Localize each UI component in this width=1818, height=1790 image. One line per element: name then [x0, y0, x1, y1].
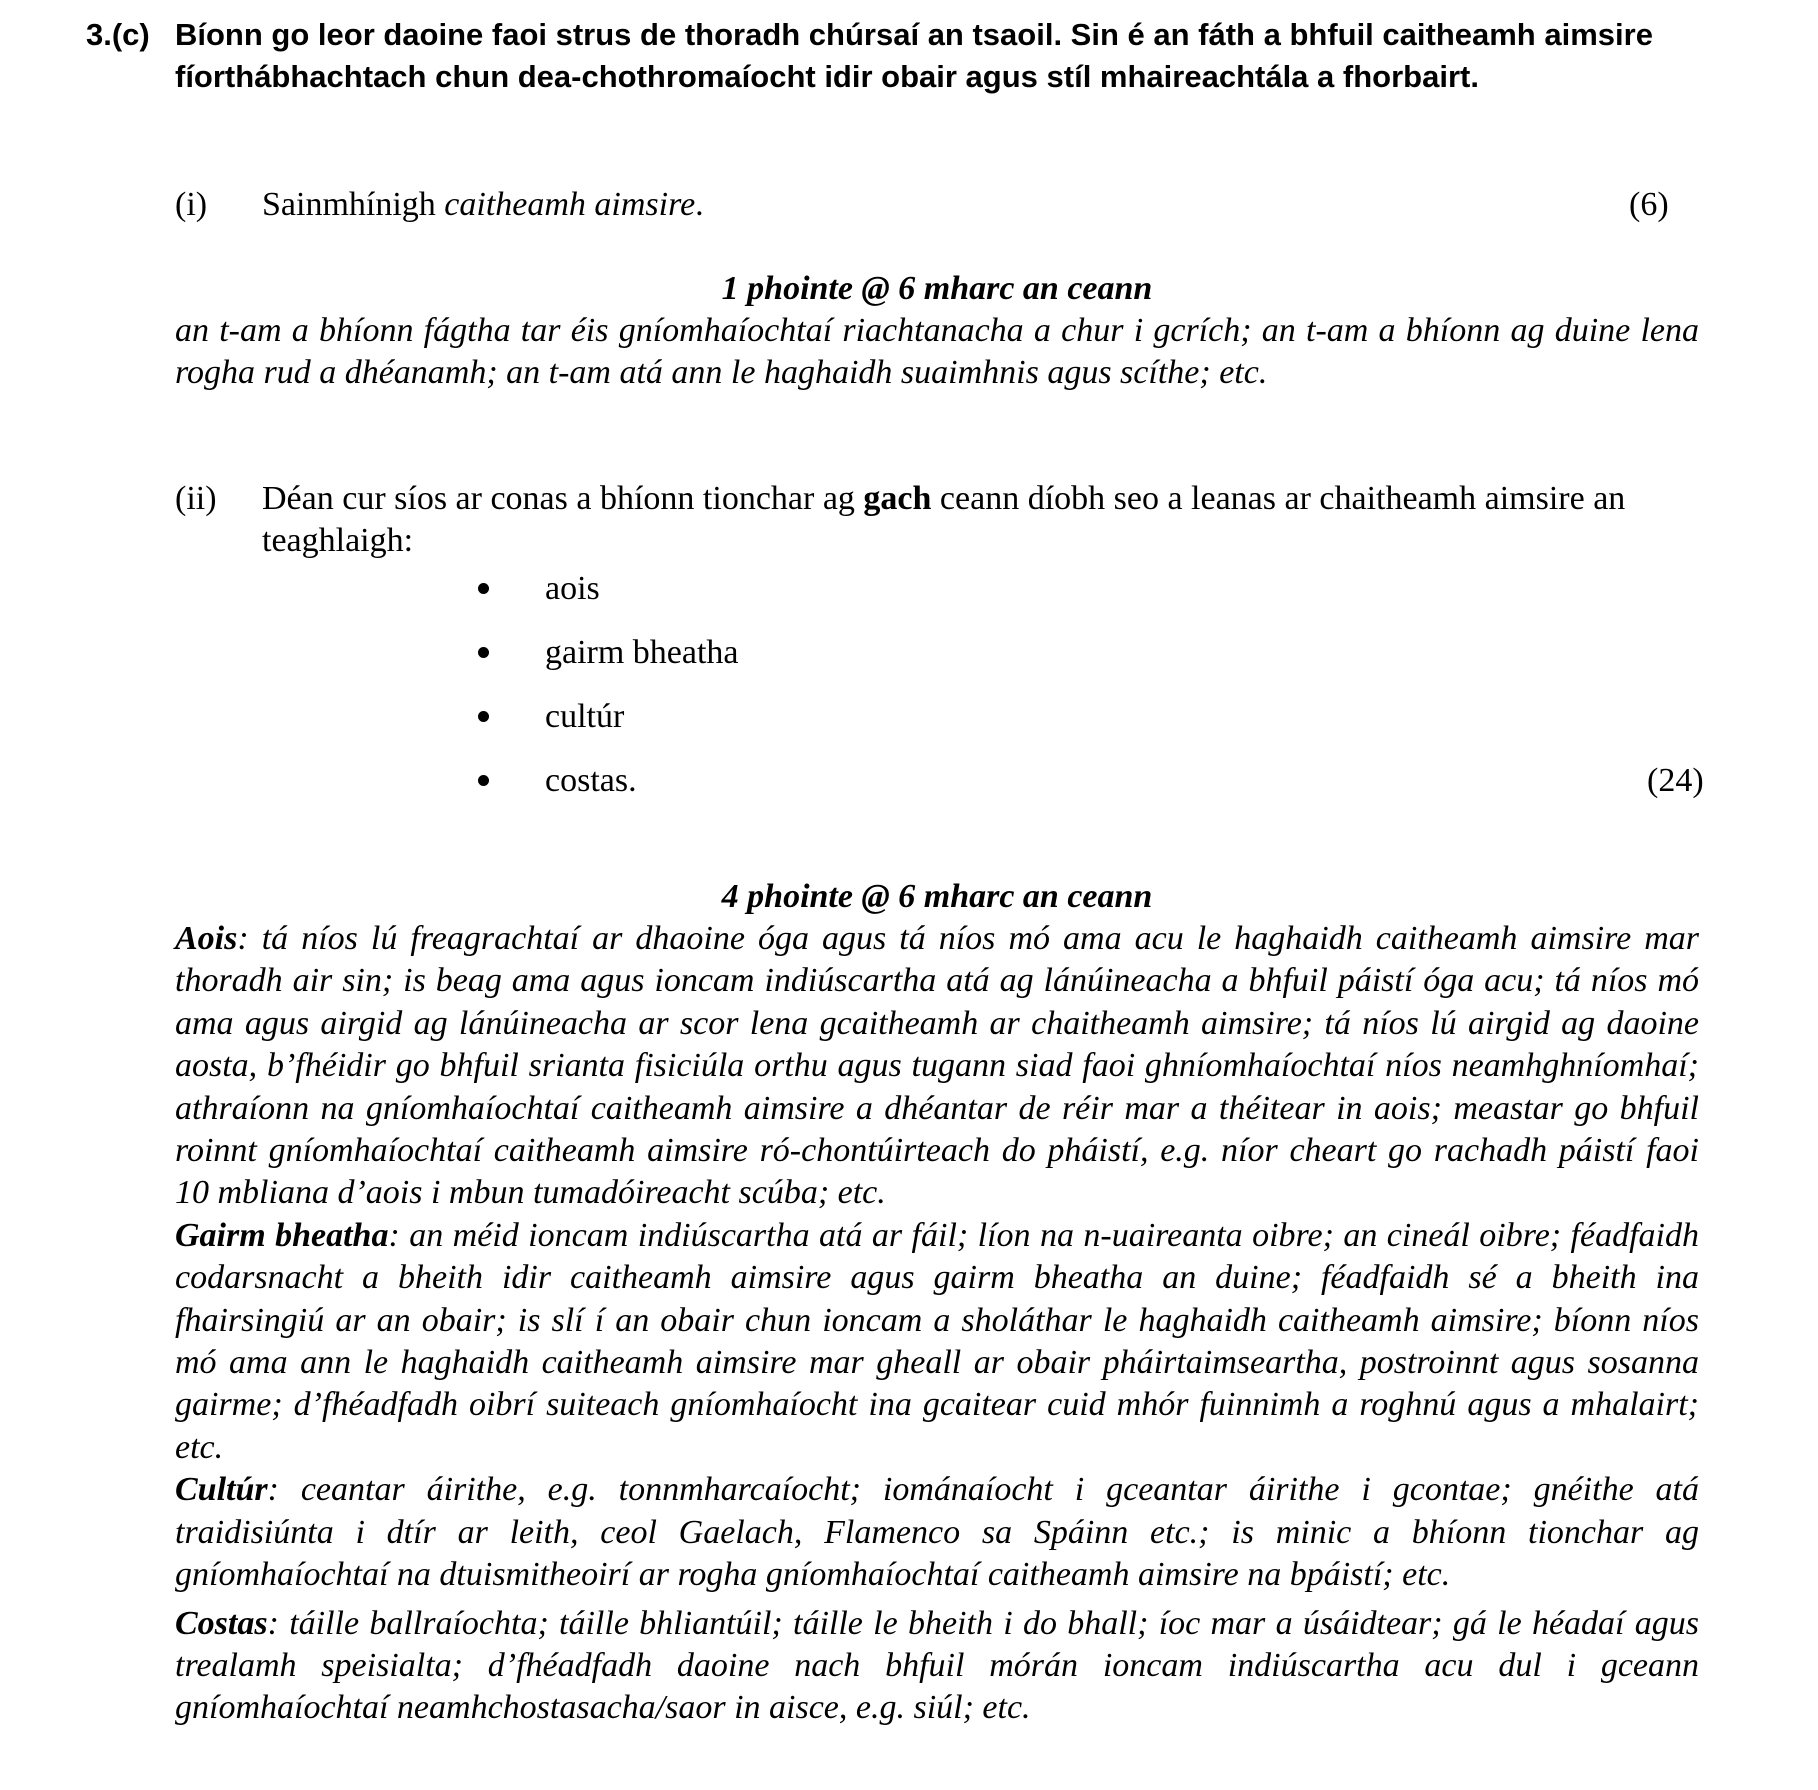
answer-term: Aois	[175, 920, 238, 957]
question-stem: Bíonn go leor daoine faoi strus de thoradh chúrsaí an tsaoil. Sin é an fáth a bhfuil caitheamh aimsire fíorthábhachtach chun dea-chothromaíocht idir obair agus stíl mhaireachtála a fhorbairt.	[175, 17, 1653, 94]
part-i-question-suffix: .	[695, 186, 704, 223]
answer-aois	[175, 918, 1699, 1215]
part-ii-question-end: ceann díobh seo a leanas ar chaitheamh aimsire an teaghlaigh:	[262, 480, 1626, 559]
part-ii-question-start: Déan cur síos ar conas a bhíonn tionchar ag	[262, 480, 864, 517]
answer-cultur	[175, 1469, 1699, 1596]
answer-gairm-bheatha	[175, 1215, 1699, 1469]
bullet-item-label: cultúr	[545, 698, 625, 735]
part-i-scheme-heading: 1 phointe @ 6 mharc an ceann	[721, 270, 1153, 307]
part-i-label: (i)	[175, 186, 208, 223]
answer-text: : tá níos lú freagrachtaí ar dhaoine óga agus tá níos mó ama acu le haghaidh caitheamh aimsire mar thoradh air sin; is beag ama agus ioncam indiúscartha atá ag lánúineacha a bhfuil páistí óga acu; tá níos mó ama agus airgid ag lánúineacha ar scor lena gcaitheamh ar chaitheamh aimsire; tá níos lú airgid ag daoine aosta, b’fhéidir go bhfuil srianta fisiciúla orthu agus tugann siad faoi ghníomhaíochtaí níos neamhghníomhaí; athraíonn na gníomhaíochtaí caitheamh aimsire a dhéantar de réir mar a théitear in aois; meastar go bhfuil roinnt gníomhaíochtaí caitheamh aimsire ró-chontúirteach do pháistí, e.g. níor cheart go rachadh páistí faoi 10 mbliana d’aois i mbun tumadóireacht scúba; etc.	[175, 920, 1699, 1212]
part-ii-marks: (24)	[1647, 762, 1704, 799]
answer-term: Gairm bheatha	[175, 1216, 389, 1254]
bullet-item-label: costas.	[545, 762, 637, 799]
part-i-question	[262, 184, 1602, 226]
part-ii-scheme-heading: 4 phointe @ 6 mharc an ceann	[721, 878, 1153, 915]
part-i-question-term: caitheamh aimsire	[444, 186, 696, 223]
answer-costas	[175, 1603, 1699, 1730]
bullet-dot-icon	[478, 647, 489, 658]
part-i-marks: (6)	[1629, 186, 1669, 223]
answer-term: Costas	[175, 1604, 268, 1642]
part-ii-question-emphasis: gach	[863, 480, 932, 517]
question-number: 3.(c)	[86, 17, 150, 52]
part-i-answer: an t-am a bhíonn fágtha tar éis gníomhaíochtaí riachtanacha a chur i gcrích; an t-am a bhíonn ag duine lena rogha rud a dhéanamh; an t-am atá ann le haghaidh suaimhnis agus scíthe; etc.	[175, 312, 1699, 392]
part-ii-answers	[175, 918, 1699, 1730]
part-ii-question	[262, 478, 1699, 562]
answer-text: : táille ballraíochta; táille bhliantúil; táille le bheith i do bhall; íoc mar a úsáidtear; gá le héadaí agus trealamh speisialta; d’fhéadfadh daoine nach bhfuil mórán ioncam indiúscartha acu dul i gceann gníomhaíochtaí neamhchostasacha/saor in aisce, e.g. siúl; etc.	[175, 1604, 1699, 1727]
answer-text: : an méid ioncam indiúscartha atá ar fáil; líon na n-uaireanta oibre; an cineál oibre; féadfaidh codarsnacht a bheith idir caitheamh aimsire agus gairm bheatha an duine; féadfaidh sé a bheith ina fhairsingiú ar an obair; is slí í an obair chun ioncam a sholáthar le haghaidh caitheamh aimsire; bíonn níos mó ama ann le haghaidh caitheamh aimsire mar gheall ar obair pháirtaimseartha, postroinnt agus sosanna gairme; d’fhéadfadh oibrí suiteach gníomhaíocht ina gcaitear cuid mhór fuinnimh a roghnú agus a mhalairt; etc.	[175, 1216, 1699, 1466]
bullet-item-label: gairm bheatha	[545, 634, 739, 671]
answer-text: : ceantar áirithe, e.g. tonnmharcaíocht; iománaíocht i gceantar áirithe i gcontae; gnéithe atá traidisiúnta i dtír ar leith, ceol Gaelach, Flamenco sa Spáinn etc.; is minic a bhíonn tionchar ag gníomhaíochtaí na dtuismitheoirí ar rogha gníomhaíochtaí caitheamh aimsire na bpáistí; etc.	[175, 1471, 1699, 1594]
bullet-dot-icon	[478, 583, 489, 594]
part-ii-label: (ii)	[175, 480, 217, 517]
bullet-dot-icon	[478, 775, 489, 786]
bullet-dot-icon	[478, 711, 489, 722]
bullet-item-label: aois	[545, 570, 600, 607]
answer-term: Cultúr	[175, 1471, 268, 1509]
part-i-question-prefix: Sainmhínigh	[262, 186, 445, 223]
